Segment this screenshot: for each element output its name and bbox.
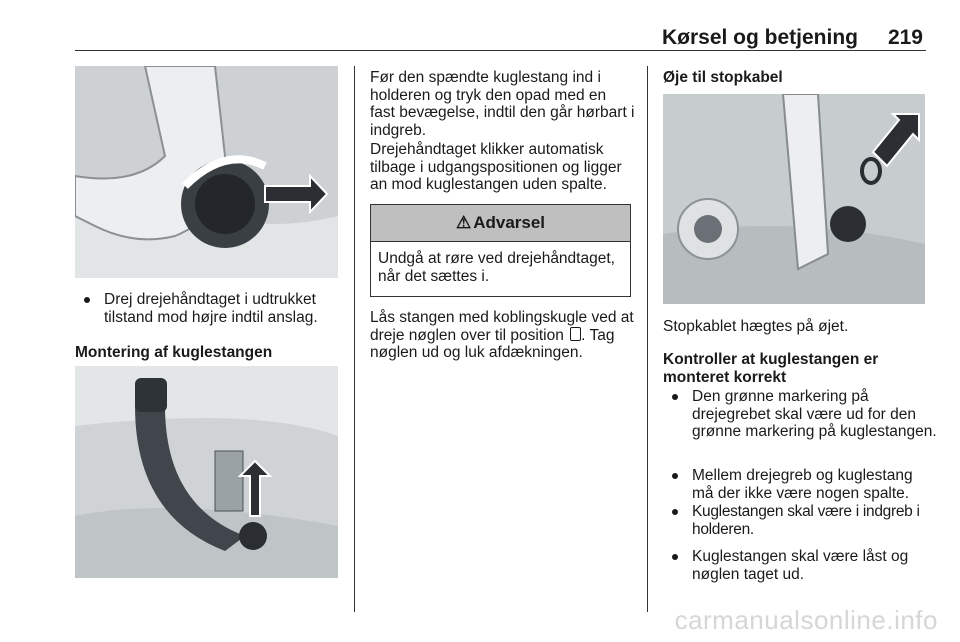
bullet-dot [84, 297, 90, 303]
paragraph-text: Lås stangen med koblingskugle ved at dreje nøglen over til position [370, 309, 634, 344]
page-title: Kørsel og betjening [661, 26, 858, 49]
page-header [75, 24, 925, 50]
warning-header [371, 205, 630, 242]
warning-icon: ⚠ [455, 213, 472, 232]
section-heading: Kontroller at kuglestangen er monteret korrekt [663, 351, 879, 386]
figure-stop-cable-eye [663, 94, 925, 304]
paragraph: Før den spændte kuglestang ind i holderen og tryk den opad med en fast bevægelse, indtil den går hørbart i indgreb. [370, 69, 635, 139]
warning-title: Advarsel [473, 213, 546, 232]
bullet-dot [672, 509, 678, 515]
warning-text: Undgå at røre ved drejehåndtaget, når det sættes i. [378, 250, 615, 285]
paragraph-text-end: . Tag nøglen ud og luk afdækningen. [370, 326, 615, 361]
warning-box [370, 204, 631, 297]
page-number: 219 [887, 26, 923, 49]
paragraph [370, 309, 635, 362]
section-heading: Øje til stopkabel [663, 69, 783, 86]
bullet-text: Kuglestangen skal være låst og nøglen taget ud. [692, 548, 909, 583]
section-heading: Montering af kuglestangen [75, 344, 273, 361]
figure-caption: Stopkablet hægtes på øjet. [663, 318, 849, 335]
column-divider-right [647, 66, 648, 612]
bullet-text: Drej drejehåndtaget i udtrukket tilstand mod højre indtil anslag. [104, 291, 318, 326]
bullet-dot [672, 394, 678, 400]
bullet-text: Mellem drejegreb og kuglestang må der ikke være nogen spalte. [692, 467, 913, 502]
figure-mount-ball-bar [75, 366, 338, 578]
column-divider-left [354, 66, 355, 612]
lock-position-icon [570, 327, 581, 341]
header-divider [75, 50, 926, 51]
watermark: carmanualsonline.info [674, 605, 938, 635]
paragraph: Drejehåndtaget klikker automatisk tilbage i udgangspositionen og ligger an mod kuglestangen uden spalte. [370, 141, 622, 193]
bullet-dot [672, 473, 678, 479]
bullet-text: Den grønne markering på drejegrebet skal være ud for den grønne markering på kuglestangen. [692, 388, 937, 440]
figure-turn-handle [75, 66, 338, 278]
bullet-text: Kuglestangen skal være i indgreb i holderen. [692, 503, 920, 538]
bullet-dot [672, 554, 678, 560]
